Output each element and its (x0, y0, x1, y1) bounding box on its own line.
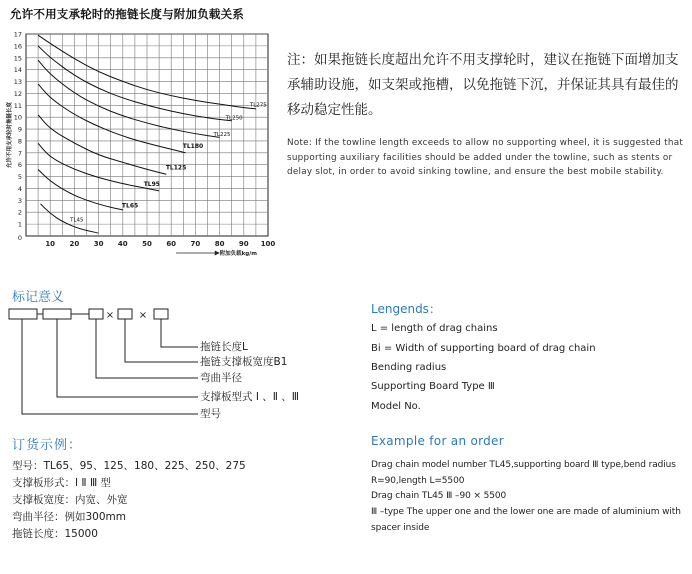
series-curve-tl65 (38, 169, 123, 209)
y-tick-label: 6 (17, 161, 22, 170)
y-tick-label: 15 (13, 54, 22, 63)
x-tick-label: 80 (214, 240, 225, 248)
y-tick-label: 2 (17, 208, 22, 217)
order-cn-line-4: 弯曲半径：例如300mm (12, 511, 126, 523)
y-tick-label: 1 (17, 220, 22, 229)
leader-model (22, 319, 198, 414)
chain-length-load-chart (0, 22, 290, 272)
order-cn-line-5: 拖链长度：15000 (12, 528, 98, 540)
order-en-line-1: Drag chain model number TL45,supporting board Ⅲ type,bend radius R=90,length L=5500 (371, 460, 676, 486)
series-label-tl225: TL225 (213, 132, 231, 139)
leader-length (161, 319, 198, 347)
series-label-tl65: TL65 (121, 202, 139, 210)
y-tick-label: 8 (17, 137, 22, 146)
box-length (154, 309, 168, 319)
box-model (9, 309, 37, 319)
series-label-tl95: TL95 (143, 181, 160, 189)
y-tick-label: 7 (17, 149, 22, 158)
chart-title: 允许不用支承轮时的拖链长度与附加负载关系 (10, 7, 244, 21)
y-tick-label: 13 (13, 78, 22, 87)
legend-en-radius: Bending radius (371, 362, 447, 373)
box-width (118, 309, 132, 319)
y-tick-label: 5 (17, 173, 22, 182)
y-tick-label: 11 (13, 101, 22, 110)
order-en-line-3: Ⅲ –type The upper one and the lower one are made of aluminium with spacer inside (371, 507, 681, 533)
order-heading-en: Example for an order (371, 434, 504, 448)
order-heading-cn: 订货示例： (12, 438, 83, 453)
legend-cn-width: 拖链支撑板宽度B1 (200, 356, 288, 368)
y-tick-label: 16 (13, 42, 22, 51)
y-tick-label: 3 (17, 196, 22, 205)
legend-cn-length: 拖链长度L (200, 341, 248, 353)
y-tick-label: 10 (13, 113, 22, 122)
times-symbol-1: × (105, 310, 115, 321)
x-tick-label: 40 (117, 240, 128, 248)
note-chinese: 注：如果拖链长度超出允许不用支撑轮时，建议在拖链下面增加支承辅助设施，如支架或拖槽，以免拖链下沉，并保证其具有最佳的移动稳定性能。 (287, 52, 679, 118)
x-tick-label: 50 (142, 240, 152, 248)
y-tick-label: 14 (13, 66, 22, 75)
x-axis-label: 附加负载kg/m (219, 251, 257, 257)
y-tick-label: 12 (13, 89, 22, 98)
series-label-tl180: TL180 (182, 143, 204, 151)
x-tick-label: 60 (166, 240, 177, 248)
box-board-type (43, 309, 71, 319)
order-cn-line-1: 型号：TL65、95、125、180、225、250、275 (12, 460, 246, 472)
legend-en-board-type: Supporting Board Type Ⅲ (371, 381, 495, 392)
marking-heading-en: Lengends： (371, 302, 441, 316)
legend-en-model: Model No. (371, 401, 421, 412)
legend-cn-radius: 弯曲半径 (200, 372, 242, 384)
legend-en-length: L = length of drag chains (371, 323, 498, 334)
x-tick-label: 10 (45, 240, 56, 248)
origin-label: 0 (17, 234, 22, 242)
order-cn-line-3: 支撑板宽度：内宽、外宽 (12, 494, 128, 506)
series-curve-tl225 (38, 60, 220, 137)
y-tick-label: 17 (13, 30, 22, 39)
y-axis-label: 允许不用支承轮时拖链长度 (7, 101, 13, 169)
x-tick-label: 30 (93, 240, 104, 248)
note-english: Note: If the towline length exceeds to allow no supporting wheel, it is suggested that supporting auxiliary facilities should be added under the towline, such as stents or delay slot, in order to avoid sinking towline, and ensure the best mobile stability. (287, 138, 684, 178)
legend-cn-model: 型号 (200, 408, 221, 420)
series-label-tl275: TL275 (249, 102, 267, 109)
series-label-tl250: TL250 (225, 115, 243, 122)
x-tick-label: 100 (260, 240, 276, 248)
y-tick-label: 9 (17, 125, 22, 134)
x-tick-label: 70 (190, 240, 201, 248)
legend-cn-board-type: 支撑板型式 Ⅰ 、Ⅱ 、Ⅲ (200, 391, 300, 403)
leader-board-type (57, 319, 198, 397)
series-label-tl45: TL45 (70, 217, 84, 224)
x-tick-label: 90 (238, 240, 249, 248)
order-cn-line-2: 支撑板形式：Ⅰ Ⅱ Ⅲ 型 (12, 477, 112, 489)
box-radius (89, 309, 103, 319)
order-en-line-2: Drag chain TL45 Ⅲ –90 × 5500 (371, 491, 507, 501)
leader-radius (96, 319, 198, 378)
legend-en-width: Bi = Width of supporting board of drag chain (371, 343, 596, 354)
marking-diagram (0, 300, 200, 425)
times-symbol-2: × (138, 310, 148, 321)
y-tick-label: 4 (17, 184, 22, 193)
x-tick-label: 20 (69, 240, 80, 248)
series-label-tl125: TL125 (165, 164, 187, 172)
marking-heading-cn: 标记意义 (12, 290, 65, 305)
